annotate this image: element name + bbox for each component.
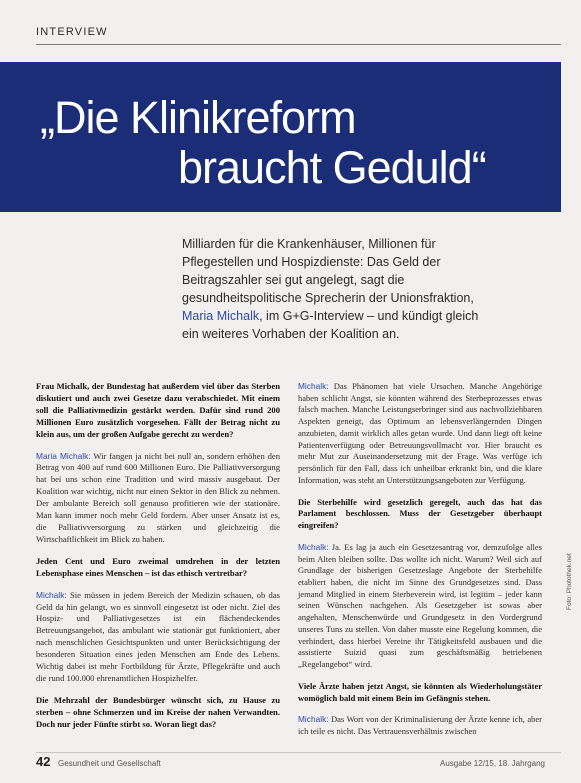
speaker-label: Michalk:	[298, 381, 329, 391]
speaker-label: Michalk:	[298, 714, 329, 725]
footer-divider	[36, 752, 561, 753]
interview-answer	[298, 381, 542, 487]
answer-text: Das Phänomen hat viele Ursachen. Manche Angehörige haben schlicht Angst, sie könnten während des Sterbeprozesses etwas falsch machen. Manche Leistungserbringer sind aus nachvollziehbaren Aspekten geneigt, das Optimum an lebensverlängernden Dingen anzubieten, damit wirklich alles getan wurde. Und dann liegt oft keine Patientenverfügung oder Betreuungsvollmacht vor. Hier braucht es mehr Mut zur Auseinandersetzung mit der Frage. Was verfüge ich persönlich für den Fall, dass ich unheilbar erkrankt bin, und die klare Information, was steht an Unterstützungsangeboten zur Verfügung.	[298, 381, 542, 485]
speaker-label: Michalk:	[36, 589, 67, 600]
speaker-label: Maria Michalk:	[36, 450, 91, 461]
header-divider	[36, 44, 561, 45]
answer-text: Sie müssen in jedem Bereich der Medizin schauen, ob das Geld da hin gelangt, wo es sinnvoll eingesetzt ist oder nicht. Ziel des Hospiz- und Palliativgesetzes ist ein flächendeckendes Betreuungsangebot, das ambulant wie stationär gut funktioniert, aber nach menschlichen Gesichtspunkten und unter Berücksichtigung der besonderen Situation eines jeden Menschen am Ende des Lebens. Wichtig dabei ist mehr Fortbildung für Ärzte, Pflegekräfte und auch die rund 100.000 ehrenamtlichen Hospizhelfer.	[36, 589, 280, 683]
interview-answer	[298, 714, 542, 737]
teaser-text-2: , im G+G-Interview – und kündigt gleich ein weiteres Vorhaben der Koalition an.	[182, 309, 479, 341]
section-label: INTERVIEW	[36, 26, 108, 38]
interviewee-name: Maria Michalk	[182, 309, 260, 323]
answer-text: Wir fangen ja nicht bei null an, sondern erhöhen den Betrag von 400 auf rund 600 Millionen Euro. Die Palliativversorgung hat bei uns schon eine Tradition und wird massiv ausgebaut. Der Koalition war wichtig, nicht nur einen Sektor in den Blick zu nehmen. Der ambulante Bereich soll genauso profitieren wie der stationäre. Man kann immer noch mehr Geld fordern. Aber unser Ansatz ist es, die Palliativversorgung zu stärken und gleichzeitig die Wirtschaftlichkeit im Blick zu haben.	[36, 450, 280, 544]
interview-question: Viele Ärzte haben jetzt Angst, sie könnten als Wiederholungstäter womöglich bald mit einem Bein im Gefängnis stehen.	[298, 680, 542, 703]
article-column-right	[298, 381, 542, 748]
page-number: 42	[36, 754, 51, 769]
interview-question: Frau Michalk, der Bundestag hat außerdem viel über das Sterben diskutiert und auch zwei Gesetze dazu verabschiedet. Mit einem soll die Palliativmedizin gestärkt werden. Dafür sind rund 200 Millionen Euro zusätzlich vorgesehen. Fällt der Betrag nicht zu klein aus, um der großen Aufgabe gerecht zu werden?	[36, 381, 280, 439]
article-column-left	[36, 381, 280, 741]
speaker-label: Michalk:	[298, 541, 329, 552]
answer-text: Das Wort von der Kriminalisierung der Ärzte kenne ich, aber ich teile es nicht. Das Vertrauensverhältnis zwischen	[298, 714, 542, 737]
answer-text: Ja. Es lag ja auch ein Gesetzesantrag vor, demzufolge alles beim Alten bleiben sollte. Das wollte ich nicht. Warum? Weil sich auf Grundlage der bisherigen Gesetzeslage Angebote der Sterbehilfe etabliert haben, die nicht im Sinne des Grundgesetzes sind. Dass jemand Mitglied in einem Sterbeverein wird, ist legitim – jeder kann seinen Wünschen nachgehen. Als Gesetzgeber ist sowas aber angehalten, Menschenwürde und Grundgesetz in den Vordergrund unseres Tuns zu stellen. Von daher musste eine Regelung kommen, die verhindert, dass hierbei Vereine ihr Tätigkeitsfeld ausbauen und die assistierte Suizid quasi zum geschäftsmäßig betriebenen „Regelangebot“ wird.	[298, 541, 542, 670]
interview-question: Die Mehrzahl der Bundesbürger wünscht sich, zu Hause zu sterben – ohne Schmerzen und im Kreise der nahen Verwandten. Doch nur jeder Fünfte stirbt so. Woran liegt das?	[36, 694, 280, 729]
interview-question: Die Sterbehilfe wird gesetzlich geregelt, auch das hat das Parlament beschlossen. Muss der Gesetzgeber überhaupt eingreifen?	[298, 496, 542, 531]
teaser	[182, 235, 482, 343]
issue-info: Ausgabe 12/15, 18. Jahrgang	[440, 759, 545, 768]
interview-question: Jeden Cent und Euro zweimal umdrehen in der letzten Lebensphase eines Menschen – ist das ethisch vertretbar?	[36, 555, 280, 578]
interview-answer	[298, 542, 542, 671]
interview-answer	[36, 590, 280, 685]
teaser-text-1: Milliarden für die Krankenhäuser, Millionen für Pflegestellen und Hospizdienste: Das Geld der Beitragszahler sei gut angelegt, sagt die gesundheitspolitische Sprecherin der Unionsfraktion,	[182, 237, 474, 305]
interview-answer	[36, 451, 280, 546]
headline-line-2: braucht Geduld“	[178, 142, 486, 193]
photo-credit: Foto: Photothek.net	[566, 553, 573, 610]
publication-name: Gesundheit und Gesellschaft	[58, 759, 161, 768]
headline-line-1: „Die Klinikreform	[40, 92, 356, 143]
